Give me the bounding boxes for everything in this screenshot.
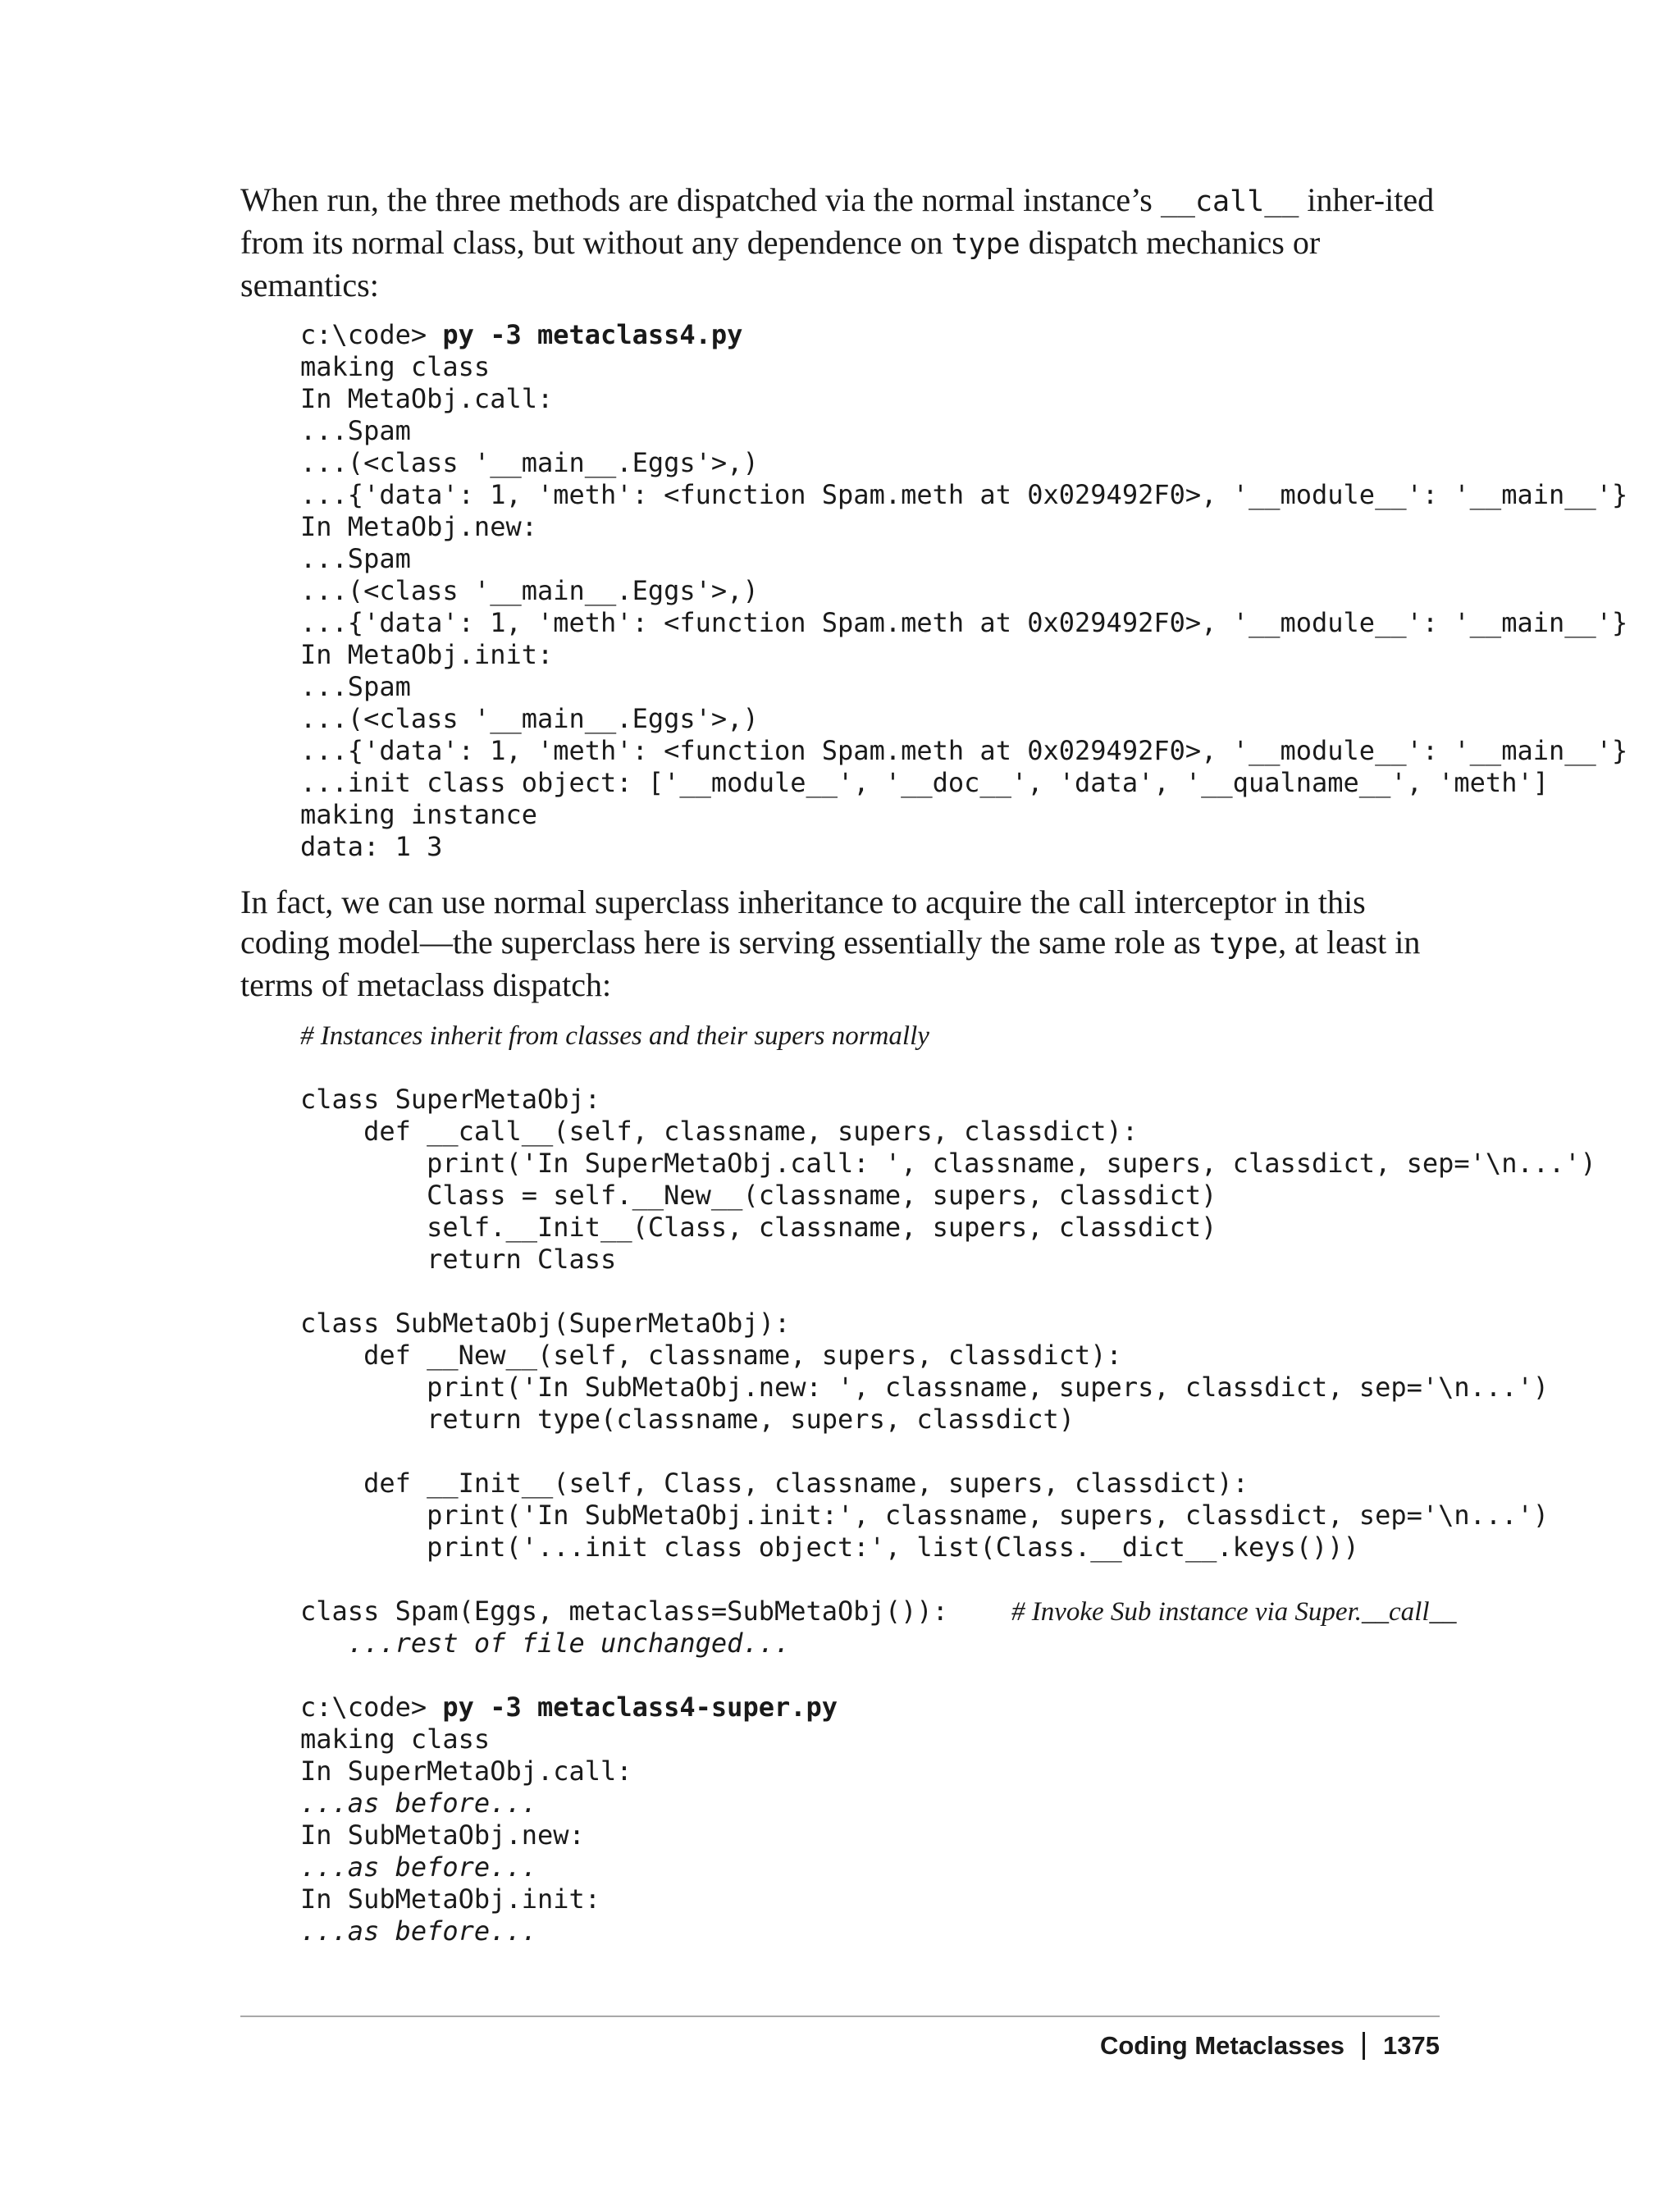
code-line bbox=[300, 671, 1465, 703]
code-text: ...{'data': 1, 'meth': <function Spam.meth at 0x029492F0>, '__module__': '__main__'} bbox=[300, 479, 1628, 510]
code-text: print('In SubMetaObj.new: ', classname, supers, classdict, sep='\n...') bbox=[300, 1372, 1549, 1403]
code-text: In MetaObj.call: bbox=[300, 383, 554, 414]
code-text: return Class bbox=[300, 1244, 617, 1275]
code-text: In SuperMetaObj.call: bbox=[300, 1755, 632, 1787]
code-text: ...{'data': 1, 'meth': <function Spam.meth at 0x029492F0>, '__module__': '__main__'} bbox=[300, 607, 1628, 638]
code-line bbox=[300, 511, 1465, 543]
code-line bbox=[300, 383, 1465, 415]
footer-rule bbox=[240, 2016, 1440, 2017]
code-line bbox=[300, 1819, 1465, 1851]
running-footer bbox=[1100, 2029, 1440, 2062]
code-line bbox=[300, 767, 1549, 799]
code-line bbox=[300, 607, 1628, 639]
code-text: ...Spam bbox=[300, 671, 411, 702]
paragraph-text: In fact, we can use normal superclass inheritance to acquire the call interceptor in this coding model—the superclass here is serving essentially the same role as bbox=[240, 883, 1366, 961]
code-line bbox=[300, 1628, 1465, 1659]
paragraph-text: When run, the three methods are dispatched via the normal instance’s bbox=[240, 181, 1161, 218]
code-text: def __call__(self, classname, supers, classdict): bbox=[300, 1116, 1139, 1147]
code-text: ...as before... bbox=[300, 1851, 537, 1883]
code-text: print('...init class object:', list(Class.__dict__.keys())) bbox=[300, 1532, 1359, 1563]
code-text: In MetaObj.new: bbox=[300, 511, 537, 542]
code-listing-output bbox=[300, 319, 1628, 863]
code-text: print('In SuperMetaObj.call: ', classname, supers, classdict, sep='\n...') bbox=[300, 1148, 1596, 1179]
code-line bbox=[300, 575, 1465, 607]
section-title: Coding Metaclasses bbox=[1099, 2031, 1345, 2060]
code-comment: # Invoke Sub instance via Super.__call__ bbox=[1011, 1597, 1457, 1627]
code-text: ...(<class '__main__.Eggs'>,) bbox=[300, 447, 759, 478]
code-text: ...Spam bbox=[300, 415, 411, 446]
code-text: def __Init__(self, Class, classname, supers, classdict): bbox=[300, 1468, 1249, 1499]
shell-prompt: c:\code> bbox=[300, 319, 443, 350]
code-line bbox=[300, 735, 1628, 767]
inline-code: __call__ bbox=[1160, 185, 1299, 218]
code-text: ...(<class '__main__.Eggs'>,) bbox=[300, 703, 759, 734]
paragraph-text: inher-ited from its normal class, but without any dependence on bbox=[240, 181, 1435, 261]
code-text: ...Spam bbox=[300, 543, 411, 574]
page-number: 1375 bbox=[1383, 2031, 1440, 2060]
inline-code: type bbox=[951, 228, 1020, 261]
code-text: ...as before... bbox=[300, 1915, 537, 1947]
code-line bbox=[300, 415, 1465, 447]
code-text: def __New__(self, classname, supers, classdict): bbox=[300, 1340, 1122, 1371]
code-line bbox=[300, 543, 1465, 575]
code-text: ...init class object: ['__module__', '__doc__', 'data', '__qualname__', 'meth'] bbox=[300, 767, 1549, 798]
code-line bbox=[300, 1564, 1465, 1596]
code-line bbox=[300, 1308, 1465, 1340]
code-line bbox=[300, 447, 1465, 479]
code-text: class SubMetaObj(SuperMetaObj): bbox=[300, 1308, 791, 1339]
code-line bbox=[300, 1532, 1465, 1564]
code-text: In SubMetaObj.new: bbox=[300, 1819, 585, 1851]
code-line bbox=[300, 1244, 1465, 1276]
code-text: class SuperMetaObj: bbox=[300, 1084, 601, 1115]
code-elision: ...rest of file unchanged... bbox=[347, 1628, 791, 1659]
code-text: ...(<class '__main__.Eggs'>,) bbox=[300, 575, 759, 606]
command-line bbox=[300, 1691, 1465, 1723]
code-line bbox=[300, 1052, 1465, 1084]
code-comment-line bbox=[300, 1020, 1465, 1052]
code-line bbox=[300, 1084, 1465, 1116]
code-text: In MetaObj.init: bbox=[300, 639, 554, 670]
code-listing-superclass bbox=[300, 1020, 1596, 1947]
code-text: making instance bbox=[300, 799, 537, 830]
code-line bbox=[300, 479, 1628, 511]
paragraph-text: dispatch mechanics or semantics: bbox=[240, 224, 1321, 304]
code-text: In SubMetaObj.init: bbox=[300, 1883, 601, 1915]
code-line bbox=[300, 1659, 1465, 1691]
code-line bbox=[300, 1915, 1465, 1947]
code-line bbox=[300, 1787, 1465, 1819]
code-line bbox=[300, 1755, 1465, 1787]
footer-separator bbox=[1363, 2032, 1365, 2060]
code-line bbox=[300, 1500, 1549, 1532]
code-text: making class bbox=[300, 1723, 491, 1755]
command-line bbox=[300, 319, 1465, 351]
code-text: ...as before... bbox=[300, 1787, 537, 1819]
code-text: print('In SubMetaObj.init:', classname, supers, classdict, sep='\n...') bbox=[300, 1500, 1549, 1531]
code-line bbox=[300, 1212, 1465, 1244]
code-line bbox=[300, 831, 1465, 863]
code-line bbox=[300, 1180, 1465, 1212]
code-comment: # Instances inherit from classes and their supers normally bbox=[300, 1021, 929, 1051]
code-line bbox=[300, 1372, 1549, 1404]
paragraph-superclass bbox=[240, 882, 1440, 1005]
code-line bbox=[300, 703, 1465, 735]
code-line bbox=[300, 1851, 1465, 1883]
code-line bbox=[300, 1723, 1465, 1755]
code-line bbox=[300, 799, 1465, 831]
code-line bbox=[300, 351, 1465, 383]
code-line bbox=[300, 1436, 1465, 1468]
code-text: self.__Init__(Class, classname, supers, classdict) bbox=[300, 1212, 1217, 1243]
code-text: making class bbox=[300, 351, 491, 382]
code-line bbox=[300, 1596, 1465, 1628]
code-line bbox=[300, 1340, 1465, 1372]
code-line bbox=[300, 1276, 1465, 1308]
code-line bbox=[300, 1116, 1465, 1148]
code-text: class Spam(Eggs, metaclass=SubMetaObj()): bbox=[300, 1596, 1011, 1627]
shell-command: py -3 metaclass4-super.py bbox=[442, 1691, 838, 1723]
code-text: ...{'data': 1, 'meth': <function Spam.meth at 0x029492F0>, '__module__': '__main__'} bbox=[300, 735, 1628, 766]
code-line bbox=[300, 1468, 1465, 1500]
code-text: data: 1 3 bbox=[300, 831, 443, 862]
shell-prompt: c:\code> bbox=[300, 1691, 443, 1723]
code-text: Class = self.__New__(classname, supers, classdict) bbox=[300, 1180, 1217, 1211]
paragraph-intro bbox=[240, 180, 1440, 305]
code-text: return type(classname, supers, classdict) bbox=[300, 1404, 1075, 1435]
code-line bbox=[300, 1148, 1596, 1180]
code-line bbox=[300, 1404, 1465, 1436]
inline-code: type bbox=[1208, 928, 1279, 961]
code-line bbox=[300, 639, 1465, 671]
paragraph-text: , at least in terms of metaclass dispatch: bbox=[240, 924, 1421, 1003]
code-line bbox=[300, 1883, 1465, 1915]
shell-command: py -3 metaclass4.py bbox=[442, 319, 743, 350]
